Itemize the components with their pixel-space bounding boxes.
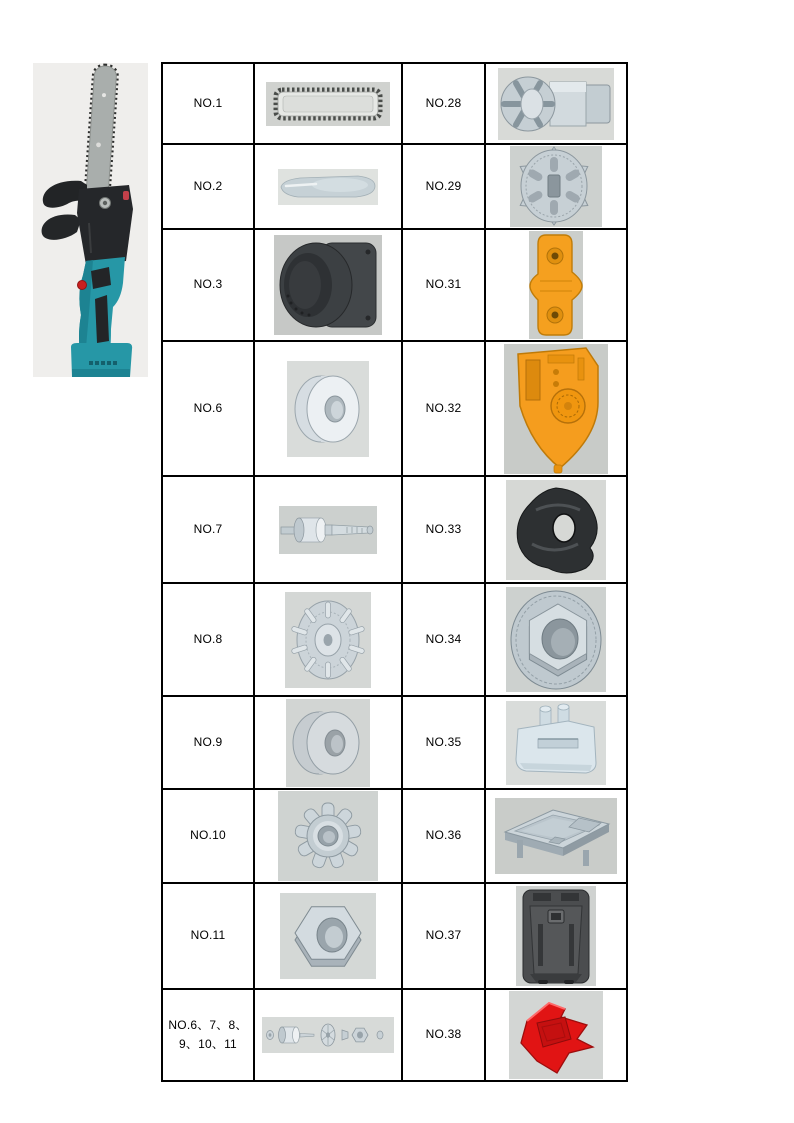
part-number-label: NO.35 — [425, 734, 462, 749]
part-number-label: NO.10 — [190, 828, 226, 843]
part-number-cell — [162, 341, 254, 476]
tension-bracket-image — [529, 231, 583, 339]
part-image-frame — [506, 480, 606, 580]
table-row — [162, 789, 627, 883]
part-number-cell — [162, 476, 254, 583]
exploded-assembly-image — [262, 1017, 394, 1053]
base-frame-image — [495, 798, 617, 874]
part-number-cell — [162, 583, 254, 696]
part-image-cell — [485, 696, 627, 789]
part-image-cell — [254, 583, 402, 696]
side-cover-image — [504, 344, 608, 474]
table-row — [162, 696, 627, 789]
table-row — [162, 583, 627, 696]
part-image-cell — [254, 989, 402, 1081]
red-cover-image — [509, 991, 603, 1079]
part-number-cell — [162, 989, 254, 1081]
table-row — [162, 989, 627, 1081]
part-image-cell — [485, 583, 627, 696]
part-number-label: NO.8 — [193, 631, 223, 646]
part-image-frame — [498, 68, 614, 140]
part-image-frame — [509, 991, 603, 1079]
part-image-cell — [485, 989, 627, 1081]
part-number-cell — [402, 476, 485, 583]
part-number-label: NO.38 — [425, 1027, 462, 1042]
part-image-frame — [274, 235, 382, 335]
part-number-cell — [402, 63, 485, 144]
chainsaw-photo-image — [33, 63, 148, 377]
part-image-cell — [254, 883, 402, 989]
part-number-label: NO.28 — [425, 95, 462, 110]
part-number-cell — [402, 144, 485, 229]
part-image-cell — [485, 341, 627, 476]
roller-washer-image — [287, 361, 369, 457]
part-number-label: NO.2 — [193, 178, 223, 193]
part-number-cell — [402, 789, 485, 883]
part-image-cell — [485, 789, 627, 883]
guide-bar-image — [278, 169, 378, 205]
pin-block-image — [506, 701, 606, 785]
part-number-label: NO.36 — [425, 828, 462, 843]
spindle-shaft-image — [279, 506, 377, 554]
part-number-label: NO.1 — [193, 95, 223, 110]
product-photo — [33, 63, 148, 377]
part-number-cell — [162, 696, 254, 789]
part-number-cell — [402, 696, 485, 789]
part-image-cell — [254, 63, 402, 144]
part-number-label: NO.11 — [190, 928, 226, 943]
table-row — [162, 144, 627, 229]
part-number-cell — [162, 789, 254, 883]
part-image-cell — [485, 229, 627, 341]
part-image-frame — [506, 701, 606, 785]
part-image-frame — [278, 791, 378, 881]
part-number-cell — [402, 341, 485, 476]
part-number-label: NO.33 — [425, 521, 462, 536]
table-row — [162, 883, 627, 989]
spacer-washer-image — [286, 699, 370, 787]
part-number-label: NO.32 — [425, 400, 462, 415]
motor-housing-image — [274, 235, 382, 335]
part-image-frame — [510, 146, 602, 227]
part-image-frame — [280, 893, 376, 979]
part-number-cell — [162, 63, 254, 144]
table-row — [162, 229, 627, 341]
part-image-cell — [485, 883, 627, 989]
part-image-cell — [254, 696, 402, 789]
part-image-cell — [254, 476, 402, 583]
hex-nut-image — [280, 893, 376, 979]
battery-pack-image — [516, 886, 596, 986]
part-image-frame — [529, 231, 583, 339]
part-image-frame — [262, 1017, 394, 1053]
part-image-cell — [254, 144, 402, 229]
part-image-cell — [485, 144, 627, 229]
fan-wheel-image — [285, 592, 371, 688]
part-image-cell — [254, 229, 402, 341]
parts-table — [161, 62, 628, 1082]
part-number-label-line2: 9、10、11 — [179, 1037, 237, 1051]
sprocket-wheel-image — [510, 146, 602, 227]
part-number-label: NO.3 — [193, 277, 223, 292]
part-image-cell — [254, 789, 402, 883]
part-image-frame — [506, 587, 606, 692]
part-number-label: NO.37 — [425, 928, 462, 943]
part-image-cell — [254, 341, 402, 476]
part-number-cell — [162, 883, 254, 989]
part-number-label: NO.9 — [193, 734, 223, 749]
part-image-frame — [278, 169, 378, 205]
part-image-frame — [285, 592, 371, 688]
part-number-cell — [402, 229, 485, 341]
part-image-frame — [516, 886, 596, 986]
part-number-cell — [162, 229, 254, 341]
saw-chain-image — [266, 82, 390, 126]
part-number-label: NO.34 — [425, 631, 462, 646]
part-number-label-line1: NO.6、7、8、 — [168, 1017, 248, 1032]
part-image-frame — [266, 82, 390, 126]
clutch-drum-image — [498, 68, 614, 140]
part-number-cell — [402, 989, 485, 1081]
part-number-cell — [402, 583, 485, 696]
part-number-cell — [402, 883, 485, 989]
part-image-frame — [286, 699, 370, 787]
part-number-label: NO.29 — [425, 178, 462, 193]
part-image-frame — [287, 361, 369, 457]
pinion-gear-image — [278, 791, 378, 881]
flange-nut-image — [506, 587, 606, 692]
part-image-cell — [485, 63, 627, 144]
table-row — [162, 63, 627, 144]
part-image-frame — [495, 798, 617, 874]
part-image-cell — [485, 476, 627, 583]
table-row — [162, 476, 627, 583]
part-number-cell — [162, 144, 254, 229]
part-image-frame — [504, 344, 608, 474]
part-number-label: NO.31 — [425, 277, 462, 292]
part-number-label: NO.7 — [193, 521, 223, 536]
part-image-frame — [279, 506, 377, 554]
table-row — [162, 341, 627, 476]
part-number-label: NO.6 — [193, 400, 223, 415]
adjuster-knob-image — [506, 480, 606, 580]
